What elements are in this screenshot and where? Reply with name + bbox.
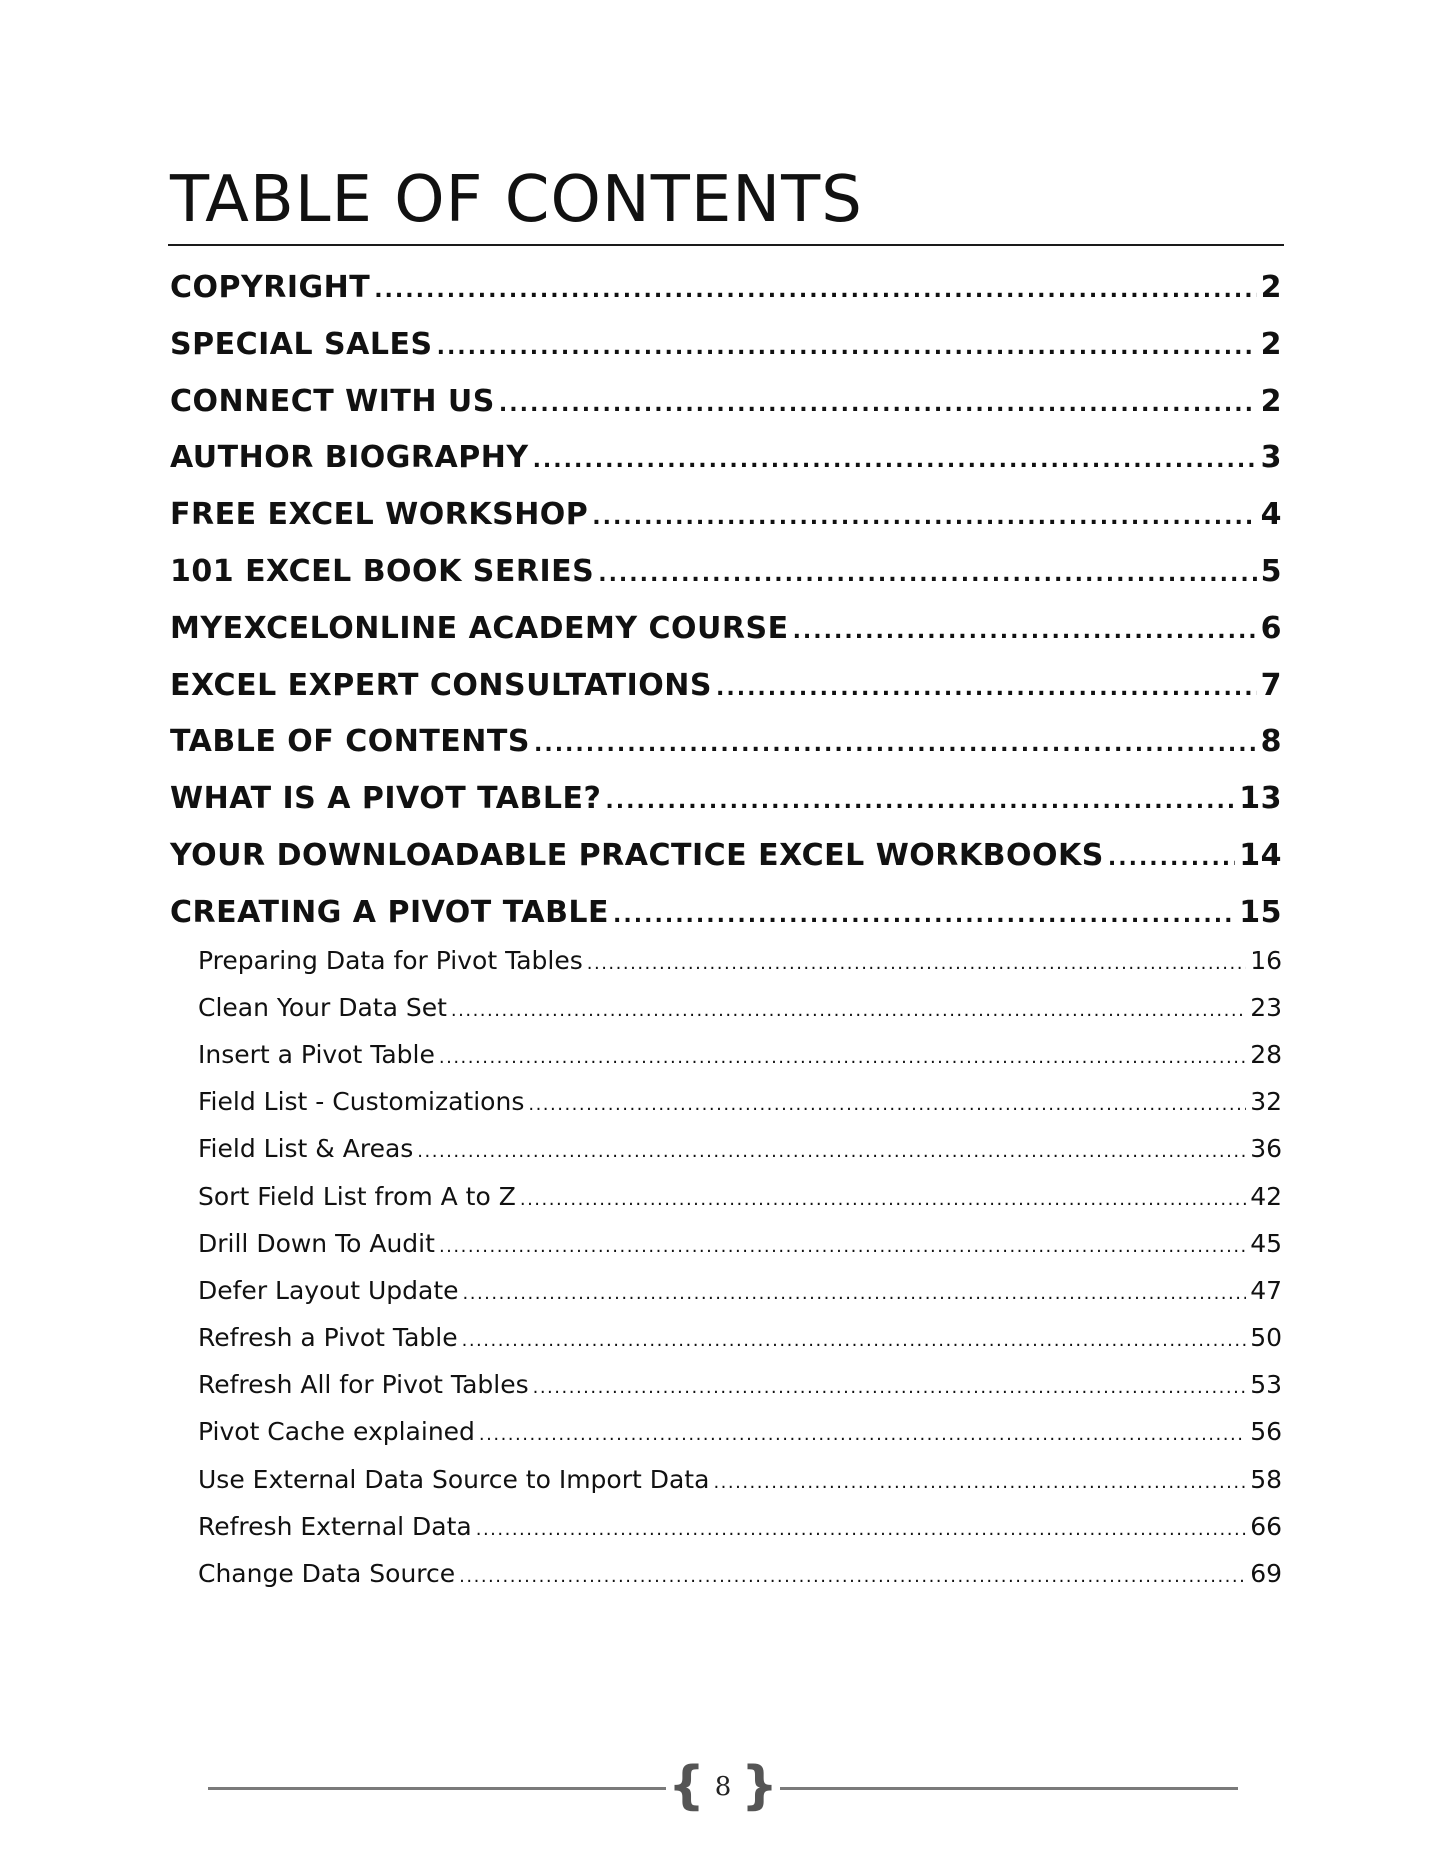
toc-subentry-label: Change Data Source xyxy=(198,1559,456,1588)
toc-entry-label: TABLE OF CONTENTS xyxy=(170,724,530,760)
dot-leader xyxy=(479,1424,1246,1445)
toc-entry-special-sales[interactable] xyxy=(170,327,1282,384)
toc-subentry-label: Defer Layout Update xyxy=(198,1275,459,1305)
toc-entry-label: CONNECT WITH US xyxy=(170,383,495,419)
toc-subentry-page: 16 xyxy=(1250,945,1282,975)
toc-subentry-label: Sort Field List from A to Z xyxy=(198,1181,516,1211)
toc-subentry-label: Refresh External Data xyxy=(198,1511,472,1541)
toc-subentry-refresh-external-data[interactable] xyxy=(170,1512,1282,1559)
toc-subentry-page: 50 xyxy=(1250,1323,1282,1353)
toc-entry-expert-consultations[interactable] xyxy=(170,668,1282,725)
toc-subentry-page: 47 xyxy=(1250,1275,1282,1305)
toc-entry-page: 2 xyxy=(1260,326,1282,362)
toc-subentry-page: 69 xyxy=(1250,1559,1282,1588)
toc-subentry-label: Refresh a Pivot Table xyxy=(198,1323,458,1353)
toc-entry-label: COPYRIGHT xyxy=(170,270,371,305)
toc-subentry-page: 32 xyxy=(1250,1087,1282,1117)
toc-subentry-page: 28 xyxy=(1250,1039,1282,1069)
toc-entry-page: 13 xyxy=(1239,781,1282,817)
dot-leader xyxy=(713,1472,1246,1493)
page-number: 8 xyxy=(714,1772,732,1802)
toc-entry-page: 8 xyxy=(1260,724,1282,760)
footer-rule-right xyxy=(780,1787,1238,1790)
toc-subentry-drill-down-to-audit[interactable] xyxy=(170,1229,1282,1276)
toc-subentry-label: Field List & Areas xyxy=(198,1134,414,1164)
toc-entry-label: CREATING A PIVOT TABLE xyxy=(170,894,610,930)
toc-subentry-page: 56 xyxy=(1250,1417,1282,1447)
toc-entry-copyright[interactable] xyxy=(170,270,1282,327)
toc-subentry-refresh-pivot-table[interactable] xyxy=(170,1323,1282,1370)
toc-entry-label: 101 EXCEL BOOK SERIES xyxy=(170,553,595,589)
toc-subentry-page: 58 xyxy=(1250,1464,1282,1494)
toc-subentry-label: Insert a Pivot Table xyxy=(198,1039,435,1069)
left-brace-ornament: { xyxy=(668,1756,706,1816)
dot-leader xyxy=(533,448,1257,473)
dot-leader xyxy=(463,1283,1247,1304)
toc-entry-practice-workbooks[interactable] xyxy=(170,838,1282,895)
dot-leader xyxy=(598,562,1256,587)
toc-subentry-page: 53 xyxy=(1250,1370,1282,1400)
dot-leader xyxy=(499,392,1257,417)
right-brace-ornament: } xyxy=(740,1756,778,1816)
toc-entry-page: 2 xyxy=(1260,270,1282,305)
dot-leader xyxy=(592,505,1256,530)
title-divider xyxy=(168,244,1284,246)
dot-leader xyxy=(439,1236,1246,1257)
dot-leader xyxy=(520,1189,1246,1210)
toc-entry-connect-with-us[interactable] xyxy=(170,384,1282,441)
toc-list xyxy=(170,270,1282,1606)
toc-subentry-clean-data-set[interactable] xyxy=(170,993,1282,1040)
dot-leader xyxy=(459,1566,1246,1587)
page-footer xyxy=(208,1758,1238,1818)
toc-entry-page: 6 xyxy=(1260,610,1282,646)
toc-entry-101-excel-book-series[interactable] xyxy=(170,554,1282,611)
toc-entry-label: AUTHOR BIOGRAPHY xyxy=(170,440,529,476)
toc-subentry-page: 42 xyxy=(1250,1181,1282,1211)
dot-leader xyxy=(613,903,1235,928)
page-title: TABLE OF CONTENTS xyxy=(170,163,863,237)
toc-entry-what-is-a-pivot-table[interactable] xyxy=(170,781,1282,838)
dot-leader xyxy=(528,1094,1246,1115)
toc-subentry-insert-pivot-table[interactable] xyxy=(170,1040,1282,1087)
toc-entry-page: 3 xyxy=(1260,440,1282,476)
dot-leader xyxy=(605,789,1235,814)
toc-subentry-field-list-customizations[interactable] xyxy=(170,1087,1282,1134)
dot-leader xyxy=(451,1000,1246,1021)
toc-subentry-field-list-areas[interactable] xyxy=(170,1134,1282,1181)
dot-leader xyxy=(534,732,1257,757)
toc-entry-label: EXCEL EXPERT CONSULTATIONS xyxy=(170,667,712,703)
toc-subentry-page: 23 xyxy=(1250,992,1282,1022)
toc-subentry-label: Refresh All for Pivot Tables xyxy=(198,1370,529,1400)
dot-leader xyxy=(716,676,1257,701)
toc-entry-academy-course[interactable] xyxy=(170,611,1282,668)
toc-subentry-label: Preparing Data for Pivot Tables xyxy=(198,945,583,975)
dot-leader xyxy=(587,953,1246,974)
toc-entry-table-of-contents[interactable] xyxy=(170,724,1282,781)
toc-entry-page: 5 xyxy=(1260,553,1282,589)
toc-subentry-label: Use External Data Source to Import Data xyxy=(198,1464,710,1494)
dot-leader xyxy=(793,619,1257,644)
toc-subentry-external-data-source[interactable] xyxy=(170,1465,1282,1512)
toc-entry-label: MYEXCELONLINE ACADEMY COURSE xyxy=(170,610,789,646)
toc-entry-free-excel-workshop[interactable] xyxy=(170,497,1282,554)
toc-entry-page: 2 xyxy=(1260,383,1282,419)
toc-subentry-page: 45 xyxy=(1250,1228,1282,1258)
toc-entry-page: 14 xyxy=(1239,837,1282,873)
toc-entry-label: FREE EXCEL WORKSHOP xyxy=(170,497,589,533)
toc-subentry-defer-layout-update[interactable] xyxy=(170,1276,1282,1323)
dot-leader xyxy=(462,1330,1247,1351)
toc-subentry-page: 66 xyxy=(1250,1511,1282,1541)
toc-entry-label: SPECIAL SALES xyxy=(170,326,433,362)
toc-entry-author-biography[interactable] xyxy=(170,440,1282,497)
dot-leader xyxy=(417,1141,1246,1162)
dot-leader xyxy=(476,1519,1246,1540)
toc-subentry-preparing-data[interactable] xyxy=(170,946,1282,993)
toc-subentry-label: Field List - Customizations xyxy=(198,1087,525,1117)
dot-leader xyxy=(439,1047,1246,1068)
dot-leader xyxy=(374,278,1256,303)
dot-leader xyxy=(533,1377,1247,1398)
toc-entry-page: 4 xyxy=(1260,497,1282,533)
toc-subentry-sort-field-list[interactable] xyxy=(170,1182,1282,1229)
toc-subentry-label: Drill Down To Audit xyxy=(198,1228,435,1258)
toc-entry-creating-a-pivot-table[interactable] xyxy=(170,895,1282,952)
dot-leader xyxy=(437,335,1257,360)
toc-entry-label: WHAT IS A PIVOT TABLE? xyxy=(170,781,602,817)
toc-subentry-pivot-cache[interactable] xyxy=(170,1417,1282,1464)
toc-subentry-refresh-all[interactable] xyxy=(170,1370,1282,1417)
toc-subentry-label: Clean Your Data Set xyxy=(198,992,447,1022)
toc-subentry-page: 36 xyxy=(1250,1134,1282,1164)
toc-subentry-change-data-source[interactable] xyxy=(170,1559,1282,1606)
toc-entry-page: 15 xyxy=(1239,894,1282,930)
toc-subentry-label: Pivot Cache explained xyxy=(198,1417,475,1447)
toc-entry-label: YOUR DOWNLOADABLE PRACTICE EXCEL WORKBOOKS xyxy=(170,837,1104,873)
toc-entry-page: 7 xyxy=(1260,667,1282,703)
dot-leader xyxy=(1108,846,1235,871)
